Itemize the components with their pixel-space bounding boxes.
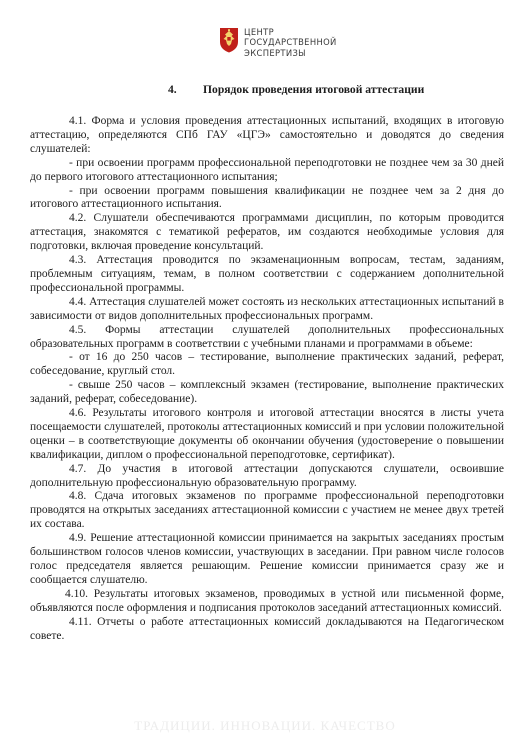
paragraph-4-1: 4.1. Форма и условия проведения аттестационных испытаний, входящих в итоговую аттестацию, определяются СПб ГАУ «ЦГЭ» самостоятельно и доводятся до сведения слушателей: (30, 115, 504, 155)
document-body (30, 115, 504, 643)
paragraph-4-5-item-1: - от 16 до 250 часов – тестирование, выполнение практических заданий, реферат, собеседование, круглый стол. (30, 351, 504, 378)
organization-name (244, 27, 337, 58)
header-logo (219, 27, 337, 58)
paragraph-4-1-item-1: - при освоении программ профессиональной переподготовки не позднее чем за 30 дней до первого итогового аттестационного испытания; (30, 156, 504, 183)
paragraph-4-1-item-2: - при освоении программ повышения квалификации не позднее чем за 2 дня до итогового аттестационного испытания. (30, 184, 504, 211)
paragraph-4-7: 4.7. До участия в итоговой аттестации допускаются слушатели, освоившие дополнительную профессиональную образовательную программу. (30, 462, 504, 489)
paragraph-4-2: 4.2. Слушатели обеспечиваются программами дисциплин, по которым проводится аттестация, знакомятся с тематикой рефератов, им создаются необходимые условия для подготовки, включая проведение консультаций. (30, 212, 504, 253)
org-line-2: ГОСУДАРСТВЕННОЙ (244, 37, 337, 48)
section-title: Порядок проведения итоговой аттестации (203, 83, 425, 96)
paragraph-4-11: 4.11. Отчеты о работе аттестационных комиссий докладываются на Педагогическом совете. (30, 615, 504, 642)
paragraph-4-6: 4.6. Результаты итогового контроля и итоговой аттестации вносятся в листы учета посещаемости слушателей, протоколы аттестационных комиссий и при условии положительной оценки – в соответствующие документы об окончании обучения (удостоверение о повышении квалификации, диплом о профессиональной переподготовке, сертификат). (30, 407, 504, 461)
paragraph-4-5-item-2: - свыше 250 часов – комплексный экзамен (тестирование, выполнение практических заданий, реферат, собеседование). (30, 379, 504, 406)
paragraph-4-10: 4.10. Результаты итоговых экзаменов, проводимых в устной или письменной форме, объявляются после оформления и подписания протоколов заседаний аттестационных комиссий. (30, 587, 504, 614)
paragraph-4-5: 4.5. Формы аттестации слушателей дополнительных профессиональных образовательных программ в соответствии с учебными планами и программами в объеме: (30, 323, 504, 350)
paragraph-4-4: 4.4. Аттестация слушателей может состоять из нескольких аттестационных испытаний в зависимости от видов дополнительных профессиональных программ. (30, 295, 504, 322)
org-line-3: ЭКСПЕРТИЗЫ (244, 47, 306, 58)
paragraph-4-9: 4.9. Решение аттестационной комиссии принимается на закрытых заседаниях простым большинством голосов членов комиссии, участвующих в заседании. При равном числе голосов голос председателя является решающим. Решение комиссии принимается сразу же и сообщается слушателю. (30, 532, 504, 586)
org-line-1: ЦЕНТР (244, 27, 275, 37)
paragraph-4-8: 4.8. Сдача итоговых экзаменов по программе профессиональной переподготовки проводятся на открытых заседаниях аттестационной комиссии с участием не менее двух третей их состава. (30, 490, 504, 531)
paragraph-4-3: 4.3. Аттестация проводится по экзаменационным вопросам, тестам, заданиям, проблемным ситуациям, темам, в полном соответствии с содержанием дополнительной профессиональной программы. (30, 254, 504, 294)
footer-slogan: ТРАДИЦИИ. ИННОВАЦИИ. КАЧЕСТВО (134, 718, 396, 733)
section-number: 4. (168, 83, 177, 96)
coat-of-arms-icon (219, 27, 239, 53)
